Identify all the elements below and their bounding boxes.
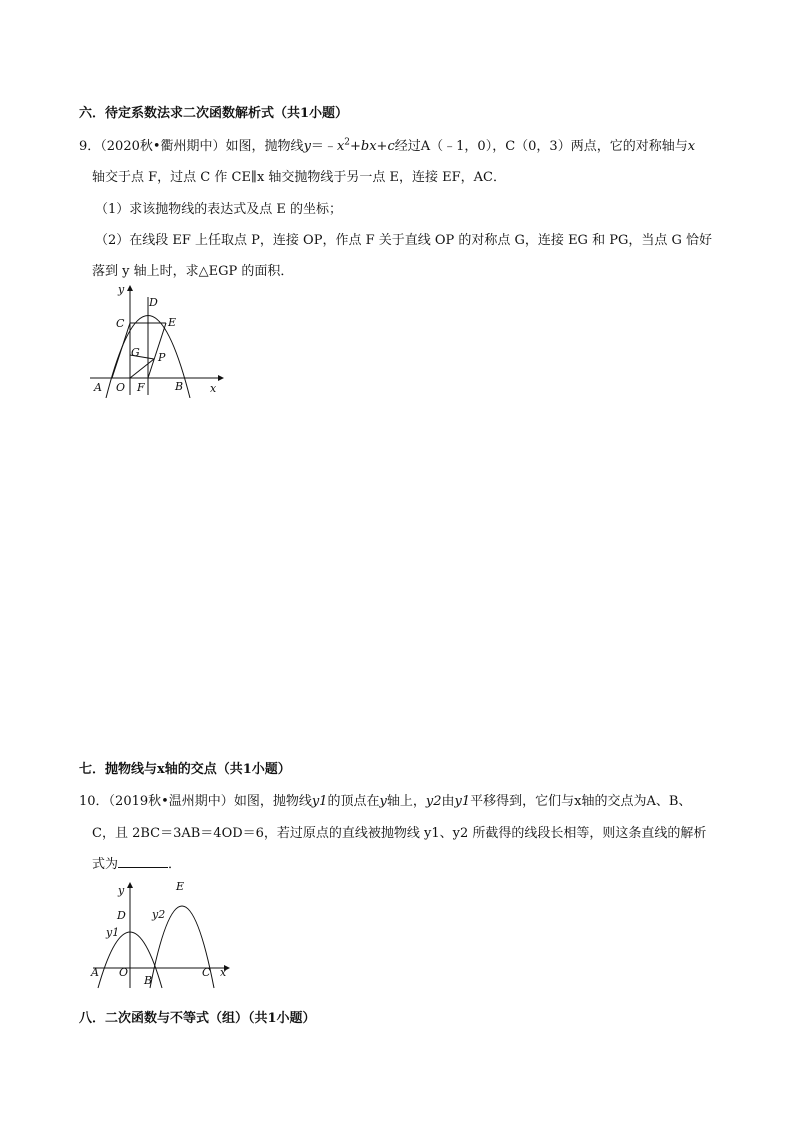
q10-label-o: O (119, 966, 129, 979)
q9-label-d: D (149, 296, 158, 309)
q9-line-2: 轴交于点 F，过点 C 作 CE∥x 轴交抛物线于另一点 E，连接 EF，AC． (92, 170, 507, 185)
q9-label-y: y (118, 283, 125, 296)
q10-label-d: D (117, 909, 126, 922)
q9-label-o: O (116, 381, 126, 394)
q9-text-b: 经过 (394, 139, 421, 154)
q10-number: 10． (79, 794, 109, 809)
q9-eq-rest: +bx+c (350, 139, 395, 154)
q9-text-c: 两点，它的对称轴与 (570, 139, 688, 154)
q10-source: （2019秋•温州期中） (108, 794, 234, 809)
q10-label-c: C (202, 966, 211, 979)
q10-y-arrow (127, 882, 133, 888)
q10-label-a: A (91, 966, 99, 979)
q10-y1b: y1 (454, 794, 471, 809)
section-6-title: 六．待定系数法求二次函数解析式（共1小题） (79, 106, 349, 121)
q9-line-1 (79, 135, 695, 154)
section-7-title: 七．抛物线与x轴的交点（共1小题） (79, 762, 291, 777)
section-8-title: 八．二次函数与不等式（组）（共1小题） (79, 1011, 316, 1026)
q9-part-2-line-2: 落到 y 轴上时，求△EGP 的面积． (92, 264, 294, 279)
q9-label-f: F (137, 381, 145, 394)
q9-eq-x: x (336, 139, 345, 154)
q9-point-c: C（0，3） (505, 139, 571, 154)
q10-label-y1: y1 (106, 926, 120, 939)
q9-number: 9． (79, 139, 101, 154)
q10-line-3 (92, 853, 181, 872)
q10-y2: y2 (425, 794, 442, 809)
q10-y: y (379, 794, 387, 809)
q10-line-2: C，且 2BC＝3AB＝4OD＝6，若过原点的直线被抛物线 y1、y2 所截得的线段长相等，则这条直线的解析 (92, 826, 707, 841)
q9-segment-ac (112, 323, 130, 378)
q9-label-g: G (131, 346, 140, 359)
q9-label-e: E (168, 316, 177, 329)
q10-text-b: 的顶点在 (327, 794, 380, 809)
q10-text-a: 如图，抛物线 (233, 794, 312, 809)
q10-label-b: B (144, 974, 153, 987)
q9-source: （2020秋•衢州期中） (100, 139, 226, 154)
q10-text-d: 由 (441, 794, 455, 809)
q9-label-p: P (158, 351, 166, 364)
q10-line-1 (79, 790, 691, 809)
q9-point-a: A（﹣1，0）， (420, 139, 506, 154)
q10-figure (88, 876, 238, 991)
q9-text-x: x (687, 139, 696, 154)
q9-part-1: （1）求该抛物线的表达式及点 E 的坐标； (95, 202, 343, 217)
q9-text-a: 如图，抛物线 (225, 139, 304, 154)
q10-text-c: 轴上， (386, 794, 426, 809)
q10-text-line3: 式为 (92, 857, 119, 872)
q9-part-2-line-1: （2）在线段 EF 上任取点 P，连接 OP，作点 F 关于直线 OP 的对称点 G，连接 EG 和 PG，当点 G 恰好 (95, 233, 712, 248)
q9-label-c: C (116, 317, 125, 330)
q9-label-b: B (175, 380, 184, 393)
q10-text-line3-end: ． (168, 857, 182, 872)
q10-label-e: E (176, 880, 185, 893)
q9-figure (88, 283, 228, 398)
q10-label-y: y (118, 884, 125, 897)
q10-label-y2: y2 (152, 908, 166, 921)
q9-eq-y: y (303, 139, 311, 154)
q9-x-arrow (218, 375, 224, 381)
q10-text-f: A、B、 (646, 794, 692, 809)
q10-text-e: 平移得到，它们与x轴的交点为 (470, 794, 647, 809)
q10-label-x: x (220, 966, 227, 979)
q9-segment-op (130, 359, 154, 378)
q9-label-x: x (210, 382, 217, 395)
q10-y1: y1 (311, 794, 328, 809)
q10-answer-blank (118, 855, 168, 868)
q9-eq-sup: 2 (344, 137, 351, 148)
q9-y-arrow (127, 285, 133, 291)
q9-eq-b: ＝﹣ (310, 139, 337, 154)
q9-label-a: A (94, 381, 102, 394)
